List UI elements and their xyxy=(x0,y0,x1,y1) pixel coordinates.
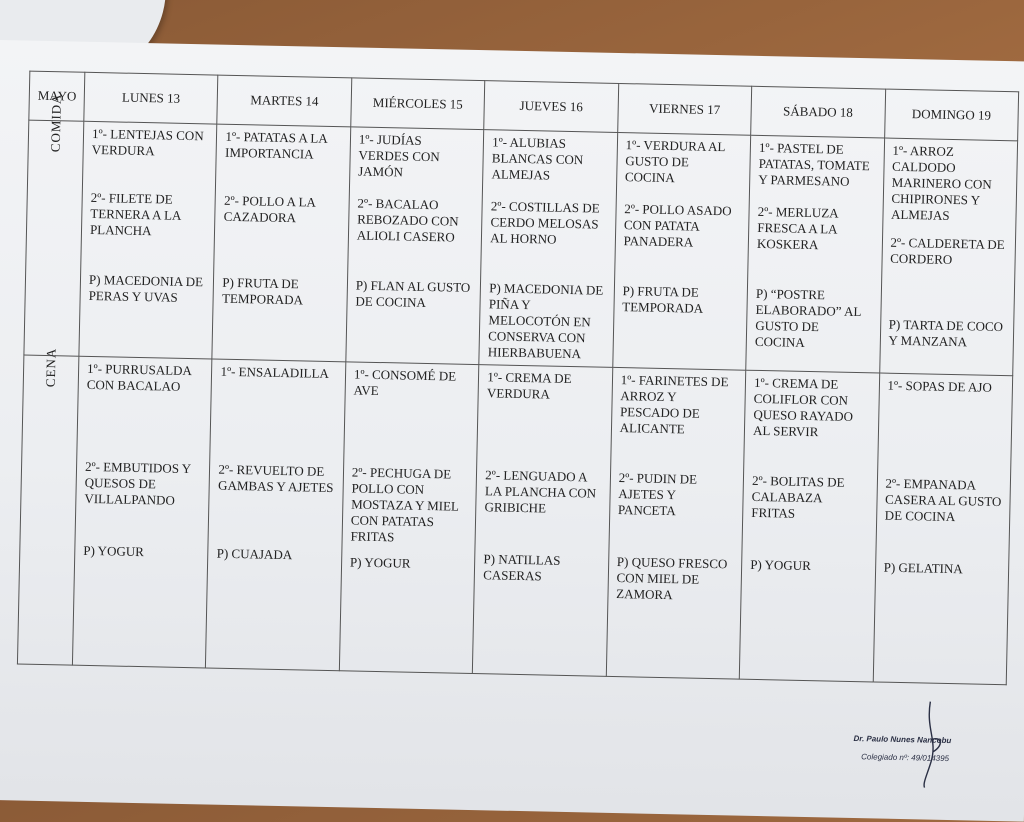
second-course: 2º- FILETE DE TERNERA A LA PLANCHA xyxy=(89,189,181,239)
day-header: DOMINGO 19 xyxy=(884,89,1018,141)
first-course: 1º- JUDÍAS VERDES CON JAMÓN xyxy=(358,131,440,180)
meal-row-comida xyxy=(24,120,1018,376)
meal-label-text: COMIDA xyxy=(47,93,64,153)
second-course: 2º- LENGUADO A LA PLANCHA CON GRIBICHE xyxy=(484,467,597,516)
first-course: 1º- PATATAS A LA IMPORTANCIA xyxy=(224,128,328,162)
menu-cell xyxy=(339,362,479,674)
second-course: 2º- PUDIN DE AJETES Y PANCETA xyxy=(617,470,698,519)
dessert: P) GELATINA xyxy=(883,559,963,577)
meal-row-cena xyxy=(17,355,1012,685)
doctor-signature-block xyxy=(853,728,1004,791)
second-course: 2º- CALDERETA DE CORDERO xyxy=(890,234,1005,267)
first-course: 1º- CONSOMÉ DE AVE xyxy=(353,366,457,399)
dessert: P) TARTA DE COCO Y MANZANA xyxy=(888,316,1004,350)
menu-sheet xyxy=(0,40,1024,822)
first-course: 1º- PURRUSALDA CON BACALAO xyxy=(86,360,192,394)
menu-cell xyxy=(79,121,217,359)
second-course: 2º- REVUELTO DE GAMBAS Y AJETES xyxy=(217,461,334,496)
month-label: MAYO xyxy=(29,71,85,121)
menu-cell xyxy=(879,138,1017,376)
menu-cell xyxy=(212,124,350,362)
day-header: JUEVES 16 xyxy=(484,81,618,133)
registration-number: Colegiado nº: 49/014395 xyxy=(861,752,950,764)
dessert: P) FRUTA DE TEMPORADA xyxy=(221,274,304,308)
second-course: 2º- COSTILLAS DE CERDO MELOSAS AL HORNO xyxy=(490,198,600,247)
first-course: 1º- CREMA DE VERDURA xyxy=(486,369,572,402)
dessert: P) FLAN AL GUSTO DE COCINA xyxy=(355,277,471,310)
dessert: P) NATILLAS CASERAS xyxy=(483,551,561,584)
doctor-name: Dr. Paulo Nunes Nancobu xyxy=(853,734,952,746)
day-header: MIÉRCOLES 15 xyxy=(351,78,485,130)
first-course: 1º- ALUBIAS BLANCAS CON ALMEJAS xyxy=(491,134,584,183)
menu-cell xyxy=(606,367,746,679)
first-course: 1º- PASTEL DE PATATAS, TOMATE Y PARMESANO xyxy=(758,139,870,189)
second-course: 2º- MERLUZA FRESCA A LA KOSKERA xyxy=(756,203,839,253)
dessert: P) CUAJADA xyxy=(216,545,293,563)
day-header: LUNES 13 xyxy=(84,72,218,124)
dessert: P) FRUTA DE TEMPORADA xyxy=(622,283,704,316)
menu-cell xyxy=(346,127,484,365)
dessert: P) “POSTRE ELABORADO” AL GUSTO DE COCINA xyxy=(754,285,862,350)
weekly-menu-table xyxy=(17,71,1019,686)
menu-cell xyxy=(739,370,879,682)
menu-cell xyxy=(746,135,884,373)
day-header: MARTES 14 xyxy=(217,75,351,127)
day-header: VIERNES 17 xyxy=(617,83,751,135)
menu-cell xyxy=(612,132,750,370)
second-course: 2º- EMPANADA CASERA AL GUSTO DE COCINA xyxy=(884,475,1002,525)
meal-label xyxy=(17,347,78,665)
dessert: P) MACEDONIA DE PERAS Y UVAS xyxy=(88,271,204,305)
dessert: P) YOGUR xyxy=(349,554,411,571)
second-course: 2º- BACALAO REBOZADO CON ALIOLI CASERO xyxy=(356,195,459,245)
second-course: 2º- EMBUTIDOS Y QUESOS DE VILLALPANDO xyxy=(84,458,191,508)
first-course: 1º- SOPAS DE AJO xyxy=(887,377,992,395)
menu-cell xyxy=(873,373,1013,685)
dessert: P) YOGUR xyxy=(750,556,811,574)
second-course: 2º- POLLO A LA CAZADORA xyxy=(223,192,316,226)
first-course: 1º- ENSALADILLA xyxy=(220,363,330,381)
menu-cell xyxy=(72,356,212,668)
dessert: P) YOGUR xyxy=(83,542,145,560)
menu-cell xyxy=(479,130,617,368)
day-header: SÁBADO 18 xyxy=(751,86,885,138)
first-course: 1º- LENTEJAS CON VERDURA xyxy=(91,125,204,159)
first-course: 1º- FARINETES DE ARROZ Y PESCADO DE ALICANTE xyxy=(619,372,729,437)
second-course: 2º- PECHUGA DE POLLO CON MOSTAZA Y MIEL CON PATATAS FRITAS xyxy=(350,464,459,545)
dessert: P) MACEDONIA DE PIÑA Y MELOCOTÓN EN CONSERVA CON HIERBABUENA xyxy=(487,280,604,362)
first-course: 1º- VERDURA AL GUSTO DE COCINA xyxy=(624,137,726,186)
meal-label-text: CENA xyxy=(42,347,59,388)
menu-cell xyxy=(473,365,613,677)
second-course: 2º- BOLITAS DE CALABAZA FRITAS xyxy=(751,472,845,521)
first-course: 1º- ARROZ CALDODO MARINERO CON CHIPIRONES Y ALMEJAS xyxy=(890,142,992,223)
dessert: P) QUESO FRESCO CON MIEL DE ZAMORA xyxy=(616,554,728,603)
second-course: 2º- POLLO ASADO CON PATATA PANADERA xyxy=(623,201,732,250)
menu-cell xyxy=(206,359,346,671)
first-course: 1º- CREMA DE COLIFLOR CON QUESO RAYADO AL SERVIR xyxy=(752,374,854,440)
